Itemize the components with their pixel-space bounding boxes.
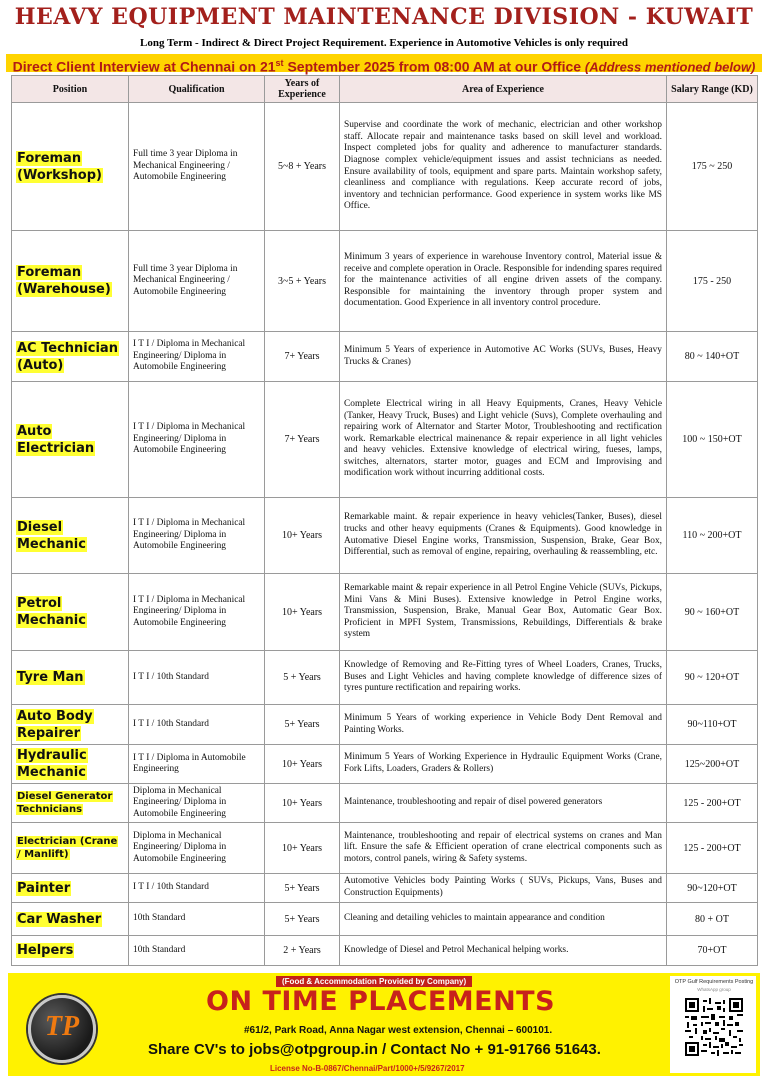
position-cell: Tyre Man (12, 651, 129, 705)
area-cell: Minimum 5 Years of working experience in Vehicle Body Dent Removal and Painting Works. (340, 705, 667, 745)
experience-cell: 5+ Years (265, 874, 340, 903)
qualification-cell: I T I / Diploma in Mechanical Engineering/ Diploma in Automobile Engineering (129, 498, 265, 574)
table-row (12, 332, 758, 382)
col-header-qualification: Qualification (129, 76, 265, 103)
table-row (12, 574, 758, 651)
footer-banner (8, 973, 760, 1076)
position-cell: Painter (12, 874, 129, 903)
experience-cell: 2 + Years (265, 936, 340, 966)
qr-title: OTP Gulf Requirements Posting (674, 979, 754, 985)
area-cell: Maintenance, troubleshooting and repair of electrical systems on cranes and Man lift. Ensure the safe & Efficient operation of crane electrical components such as motors, control panels, wiring & Safety systems. (340, 823, 667, 874)
qualification-cell: 10th Standard (129, 936, 265, 966)
food-accommodation-badge: (Food & Accommodation Provided by Company) (276, 976, 472, 987)
experience-cell: 10+ Years (265, 784, 340, 823)
salary-cell: 125 - 200+OT (667, 784, 758, 823)
col-header-salary: Salary Range (KD) (667, 76, 758, 103)
interview-address-note: (Address mentioned below) (584, 59, 756, 75)
experience-cell: 5~8 + Years (265, 103, 340, 231)
area-cell: Maintenance, troubleshooting and repair of disel powered generators (340, 784, 667, 823)
position-cell: Helpers (12, 936, 129, 966)
company-logo (28, 995, 96, 1063)
job-table (11, 75, 758, 966)
experience-cell: 7+ Years (265, 382, 340, 498)
interview-banner (6, 54, 762, 75)
salary-cell: 90~110+OT (667, 705, 758, 745)
poster-header (0, 0, 768, 75)
area-cell: Automotive Vehicles body Painting Works ( SUVs, Pickups, Vans, Buses and Construction Equipments) (340, 874, 667, 903)
table-row (12, 823, 758, 874)
license-number: License No-B-0867/Chennai/Part/1000+/5/9267/2017 (270, 1064, 465, 1073)
table-row (12, 498, 758, 574)
salary-cell: 175 ~ 250 (667, 103, 758, 231)
salary-cell: 125~200+OT (667, 745, 758, 784)
salary-cell: 110 ~ 200+OT (667, 498, 758, 574)
company-name: ON TIME PLACEMENTS (206, 986, 556, 1017)
qualification-cell: Diploma in Mechanical Engineering/ Diploma in Automobile Engineering (129, 823, 265, 874)
salary-cell: 80 + OT (667, 903, 758, 936)
position-cell: Hydraulic Mechanic (12, 745, 129, 784)
company-address: #61/2, Park Road, Anna Nagar west extension, Chennai – 600101. (244, 1025, 553, 1036)
area-cell: Cleaning and detailing vehicles to maintain appearance and condition (340, 903, 667, 936)
area-cell: Supervise and coordinate the work of mechanic, electrician and other workshop staff. Allocate repair and maintenance tasks based on skill level and workload. Inspect completed jobs for quality and adherence to manufacturer standards. Diagnose complex vehicle/equipment issues and assist technicians as needed. Ensure availability of tools, equipment and spare parts. Maintain workshop safety, cleanliness and compliance with regulations. Keep accurate record of jobs, inventory and technician performance. Good experience in system works like MS Office. (340, 103, 667, 231)
qualification-cell: I T I / 10th Standard (129, 874, 265, 903)
qr-subtitle: WhatsApp group (697, 987, 731, 992)
interview-text-cont: September 2025 from 08:00 AM at our Office (283, 58, 585, 75)
position-cell: Car Washer (12, 903, 129, 936)
area-cell: Knowledge of Removing and Re-Fitting tyres of Wheel Loaders, Cranes, Trucks, Buses and Light Vehicles and having complete knowledge of difference sizes of tyres punture rectification and repairing works. (340, 651, 667, 705)
position-cell: Electrician (Crane / Manlift) (12, 823, 129, 874)
table-row (12, 231, 758, 332)
qualification-cell: I T I / Diploma in Mechanical Engineering/ Diploma in Automobile Engineering (129, 332, 265, 382)
position-cell: Auto Body Repairer (12, 705, 129, 745)
salary-cell: 90 ~ 160+OT (667, 574, 758, 651)
salary-cell: 175 - 250 (667, 231, 758, 332)
col-header-experience: Years of Experience (265, 76, 340, 103)
qr-code-icon[interactable] (685, 998, 743, 1056)
experience-cell: 10+ Years (265, 823, 340, 874)
experience-cell: 10+ Years (265, 574, 340, 651)
experience-cell: 5 + Years (265, 651, 340, 705)
table-row (12, 705, 758, 745)
position-cell: Petrol Mechanic (12, 574, 129, 651)
experience-cell: 5+ Years (265, 705, 340, 745)
salary-cell: 70+OT (667, 936, 758, 966)
qualification-cell: I T I / Diploma in Mechanical Engineering/ Diploma in Automobile Engineering (129, 382, 265, 498)
qualification-cell: I T I / 10th Standard (129, 651, 265, 705)
qualification-cell: I T I / Diploma in Automobile Engineering (129, 745, 265, 784)
table-header-row (12, 76, 758, 103)
interview-text: Direct Client Interview at Chennai on 21 (12, 58, 276, 75)
salary-cell: 90 ~ 120+OT (667, 651, 758, 705)
experience-cell: 10+ Years (265, 498, 340, 574)
table-row (12, 903, 758, 936)
col-header-area: Area of Experience (340, 76, 667, 103)
col-header-position: Position (12, 76, 129, 103)
experience-cell: 5+ Years (265, 903, 340, 936)
area-cell: Remarkable maint. & repair experience in heavy vehicles(Tanker, Buses), diesel trucks and other heavy equipments (Cranes & Equipments). Good knowledge in Automative Diesel Engine works, Transmission, Suspension, Brake, Gear Box, Differential, such as removal of engine, repairing, overhauling & reassembling, etc. (340, 498, 667, 574)
position-cell: Diesel Mechanic (12, 498, 129, 574)
salary-cell: 80 ~ 140+OT (667, 332, 758, 382)
area-cell: Minimum 5 Years of Working Experience in Hydraulic Equipment Works (Crane, Fork Lifts, Loaders, Graders & Rollers) (340, 745, 667, 784)
position-cell: AC Technician (Auto) (12, 332, 129, 382)
experience-cell: 3~5 + Years (265, 231, 340, 332)
table-row (12, 936, 758, 966)
position-cell: Foreman (Workshop) (12, 103, 129, 231)
qualification-cell: I T I / Diploma in Mechanical Engineering/ Diploma in Automobile Engineering (129, 574, 265, 651)
position-cell: Diesel Generator Technicians (12, 784, 129, 823)
table-row (12, 382, 758, 498)
salary-cell: 100 ~ 150+OT (667, 382, 758, 498)
area-cell: Knowledge of Diesel and Petrol Mechanical helping works. (340, 936, 667, 966)
salary-cell: 90~120+OT (667, 874, 758, 903)
interview-date-suffix: st (275, 58, 284, 68)
area-cell: Complete Electrical wiring in all Heavy Equipments, Cranes, Heavy Vehicle (Tanker, Heavy Truck, Buses) and Light vehicle (Suvs), Complete overhauling and repairing work of Alternator and Starter Motor, Troubleshooting and rectification work. Remarkable electrical mainenance & repair experience in all light vehicles and heavy vehicles. Extensive knowledge of electrical wiring, fueses, lamps, switches, alternators, starter motor, guages and ECM and Improvising and modification work without incurring additional costs. (340, 382, 667, 498)
table-row (12, 784, 758, 823)
page-title: HEAVY EQUIPMENT MAINTENANCE DIVISION - KUWAIT (14, 4, 754, 30)
qualification-cell: I T I / 10th Standard (129, 705, 265, 745)
contact-line: Share CV's to jobs@otpgroup.in / Contact No + 91-91766 51643. (148, 1041, 601, 1058)
table-row (12, 745, 758, 784)
area-cell: Minimum 5 Years of experience in Automotive AC Works (SUVs, Buses, Heavy Trucks & Cranes) (340, 332, 667, 382)
table-row (12, 874, 758, 903)
experience-cell: 10+ Years (265, 745, 340, 784)
qualification-cell: 10th Standard (129, 903, 265, 936)
qualification-cell: Diploma in Mechanical Engineering/ Diploma in Automobile Engineering (129, 784, 265, 823)
qr-panel (670, 976, 756, 1073)
logo-letters: TP (44, 1011, 80, 1042)
position-cell: Foreman (Warehouse) (12, 231, 129, 332)
experience-cell: 7+ Years (265, 332, 340, 382)
table-row (12, 103, 758, 231)
table-row (12, 651, 758, 705)
salary-cell: 125 - 200+OT (667, 823, 758, 874)
area-cell: Remarkable maint & repair experience in all Petrol Engine Vehicle (SUVs, Pickups, Mini Vans & Mini Buses). Extensive knowledge in Petrol Engine works, Transmission, Suspension, Brake, Manual Gear Box, Automatic Gear Box. Proficient in MPFI System, Transmissions, Rebuildings, Differentials & brake system (340, 574, 667, 651)
page-subtitle: Long Term - Indirect & Direct Project Requirement. Experience in Automotive Vehicles is only required (140, 37, 628, 49)
position-cell: Auto Electrician (12, 382, 129, 498)
area-cell: Minimum 3 years of experience in warehouse Inventory control, Material issue & receive and complete operation in Oracle. Responsible for indending spares required for the maintenance activities of all engine driven assets of the company. Responsible for maintaining the inventory through proper system and documentation. Good Experience in all inventory control procedure. (340, 231, 667, 332)
qualification-cell: Full time 3 year Diploma in Mechanical Engineering / Automobile Engineering (129, 231, 265, 332)
qualification-cell: Full time 3 year Diploma in Mechanical Engineering / Automobile Engineering (129, 103, 265, 231)
